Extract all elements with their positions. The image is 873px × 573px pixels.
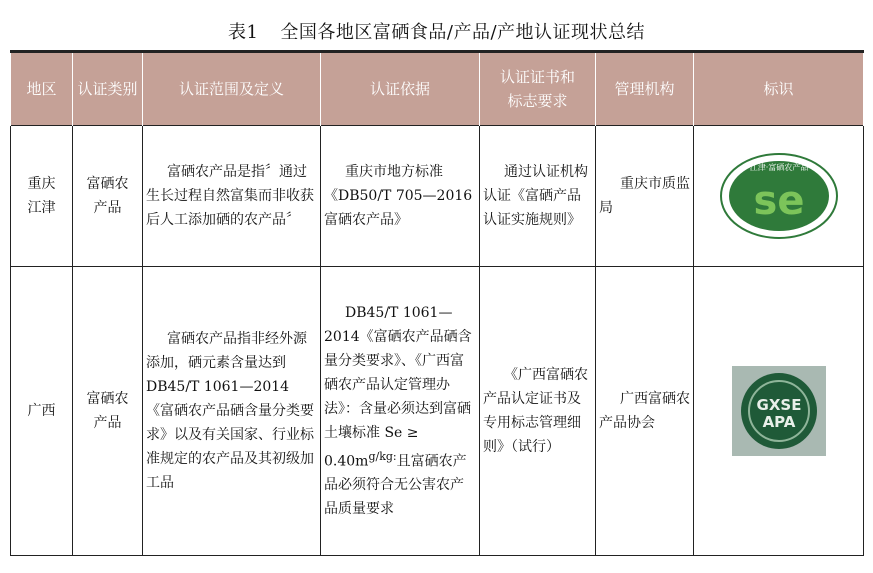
- certification-table: [10, 50, 864, 556]
- header-cert: 认证证书和标志要求: [480, 52, 596, 126]
- org-cell: 重庆市质监局: [596, 126, 694, 267]
- region-cell: 广西: [11, 267, 73, 556]
- category-cell: 富硒农产品: [73, 267, 143, 556]
- logo-top-text: 江津·富硒农产品: [749, 163, 808, 172]
- basis-cell: DB45/T 1061—2014《富硒农产品硒含量分类要求》、《广西富硒农产品认定管理办法》：含量必须达到富硒土壤标准 $Se \ge 0.40m^{g/kg:}$且富硒农产品必须符合无公害农产品质量要求: [321, 267, 480, 556]
- header-row: [11, 52, 864, 126]
- cert-cell: 《广西富硒农产品认定证书及专用标志管理细则》（试行）: [480, 267, 596, 556]
- logo-line2: APA: [762, 413, 795, 431]
- org-cell: 广西富硒农产品协会: [596, 267, 694, 556]
- header-category: 认证类别: [73, 52, 143, 126]
- header-basis: 认证依据: [321, 52, 480, 126]
- table-title: [0, 18, 873, 44]
- table-number: 表1: [227, 22, 259, 43]
- logo-cell: [694, 126, 864, 267]
- logo-line1: GXSE: [756, 396, 801, 414]
- table-row: [11, 126, 864, 267]
- gxse-apa-logo-icon: [732, 366, 826, 456]
- scope-cell: 富硒农产品指非经外源添加，硒元素含量达到 DB45/T 1061—2014《富硒农产品硒含量分类要求》以及有关国家、行业标准规定的农产品及其初级加工品: [143, 267, 321, 556]
- logo-mark: se: [753, 178, 804, 224]
- basis-cell: 重庆市地方标准《DB50/T 705—2016 富硒农产品》: [321, 126, 480, 267]
- header-region: 地区: [11, 52, 73, 126]
- header-org: 管理机构: [596, 52, 694, 126]
- scope-cell: 富硒农产品是指〞通过生长过程自然富集而非收获后人工添加硒的农产品〞: [143, 126, 321, 267]
- table-row: [11, 267, 864, 556]
- header-scope: 认证范围及定义: [143, 52, 321, 126]
- jiangjin-selenium-logo-icon: [719, 152, 839, 240]
- region-cell: 重庆江津: [11, 126, 73, 267]
- category-cell: 富硒农产品: [73, 126, 143, 267]
- table-caption: 全国各地区富硒食品/产品/产地认证现状总结: [280, 22, 646, 43]
- logo-cell: [694, 267, 864, 556]
- cert-cell: 通过认证机构认证《富硒产品认证实施规则》: [480, 126, 596, 267]
- header-logo: 标识: [694, 52, 864, 126]
